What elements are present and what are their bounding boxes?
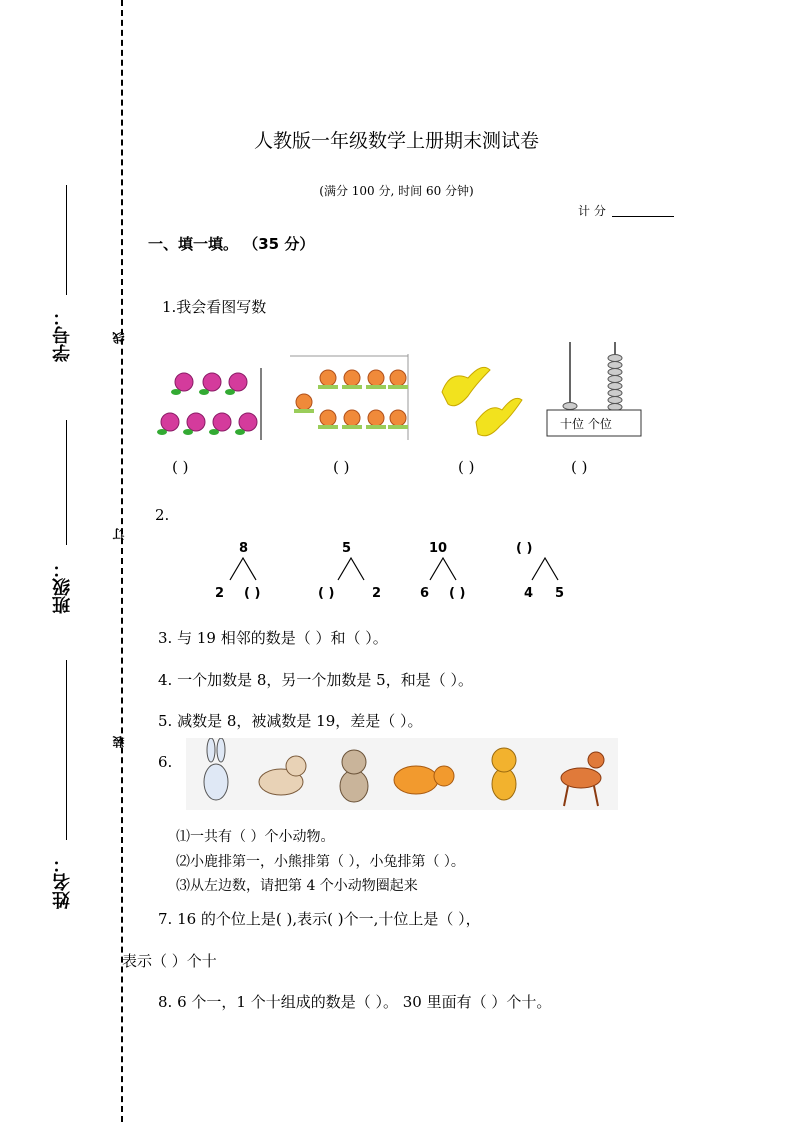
name-label: 姓名：	[52, 855, 73, 909]
q5-text: 5. 减数是 8，被减数是 19，差是（ ）。	[158, 712, 423, 730]
bond1-top: 8	[239, 541, 249, 556]
bird-icon-group	[442, 367, 522, 435]
q6-sub3: ⑶从左边数，请把第 4 个小动物圈起来	[176, 878, 418, 894]
q1-text: 1.我会看图写数	[162, 298, 267, 316]
bond2-left-blank[interactable]: ( )	[318, 586, 335, 601]
q4-text: 4. 一个加数是 8，另一个加数是 5，和是（ ）。	[158, 671, 473, 689]
score-blank[interactable]	[612, 216, 674, 217]
q6-sub1: ⑴一共有（ ）个小动物。	[176, 829, 335, 845]
q1-blank-3[interactable]: ( )	[458, 458, 475, 476]
q6-number: 6.	[158, 753, 173, 771]
q2-number: 2.	[155, 506, 170, 524]
seal-char-ding: 订	[112, 528, 126, 540]
q1-blank-4[interactable]: ( )	[571, 458, 588, 476]
q7-line2: 表示（ ）个十	[122, 952, 217, 970]
q7-line1: 7. 16 的个位上是( ),表示( )个一,十位上是（ ），	[158, 910, 481, 928]
bear-icon	[340, 750, 368, 802]
bond3-top: 10	[429, 541, 448, 556]
page-title: 人教版一年级数学上册期末测试卷	[253, 130, 539, 152]
q3-text: 3. 与 19 相邻的数是（ ）和（ ）。	[158, 629, 388, 647]
q1-blank-1[interactable]: ( )	[172, 458, 189, 476]
q6-sub2: ⑵小鹿排第一，小熊排第（ ），小兔排第（ ）。	[176, 854, 465, 870]
bond4-top-blank[interactable]: ( )	[516, 541, 533, 556]
seal-char-zhuang: 装	[112, 736, 126, 748]
class-label: 班级：	[52, 560, 73, 614]
number-bond-lines	[200, 555, 600, 585]
bond4-left: 4	[524, 586, 534, 601]
snail-icon-group	[290, 354, 408, 440]
score-label: 计 分	[578, 204, 606, 218]
bond2-right: 2	[372, 586, 382, 601]
bond3-left: 6	[420, 586, 430, 601]
q8-text: 8. 6 个一，1 个十组成的数是（ ）。 30 里面有（ ）个十。	[158, 993, 552, 1011]
q1-blank-2[interactable]: ( )	[333, 458, 350, 476]
student-no-label: 学号：	[52, 308, 73, 362]
bond2-top: 5	[342, 541, 352, 556]
bond3-right-blank[interactable]: ( )	[449, 586, 466, 601]
bond4-right: 5	[555, 586, 565, 601]
bond1-left: 2	[215, 586, 225, 601]
abacus-place-labels: 十位 个位	[560, 417, 612, 431]
q6-animal-row	[186, 738, 618, 810]
seal-char-line: 线	[112, 332, 126, 344]
q1-pictures	[150, 340, 650, 450]
section-title: 一、填一填。 （35 分）	[148, 235, 315, 253]
monkey-icon	[492, 748, 516, 800]
exam-info: (满分 100 分, 时间 60 分钟)	[319, 184, 474, 198]
class-line	[66, 420, 67, 545]
student-no-line	[66, 185, 67, 295]
bond1-right-blank[interactable]: ( )	[244, 586, 261, 601]
flower-icon-group	[157, 368, 261, 440]
name-line	[66, 660, 67, 840]
